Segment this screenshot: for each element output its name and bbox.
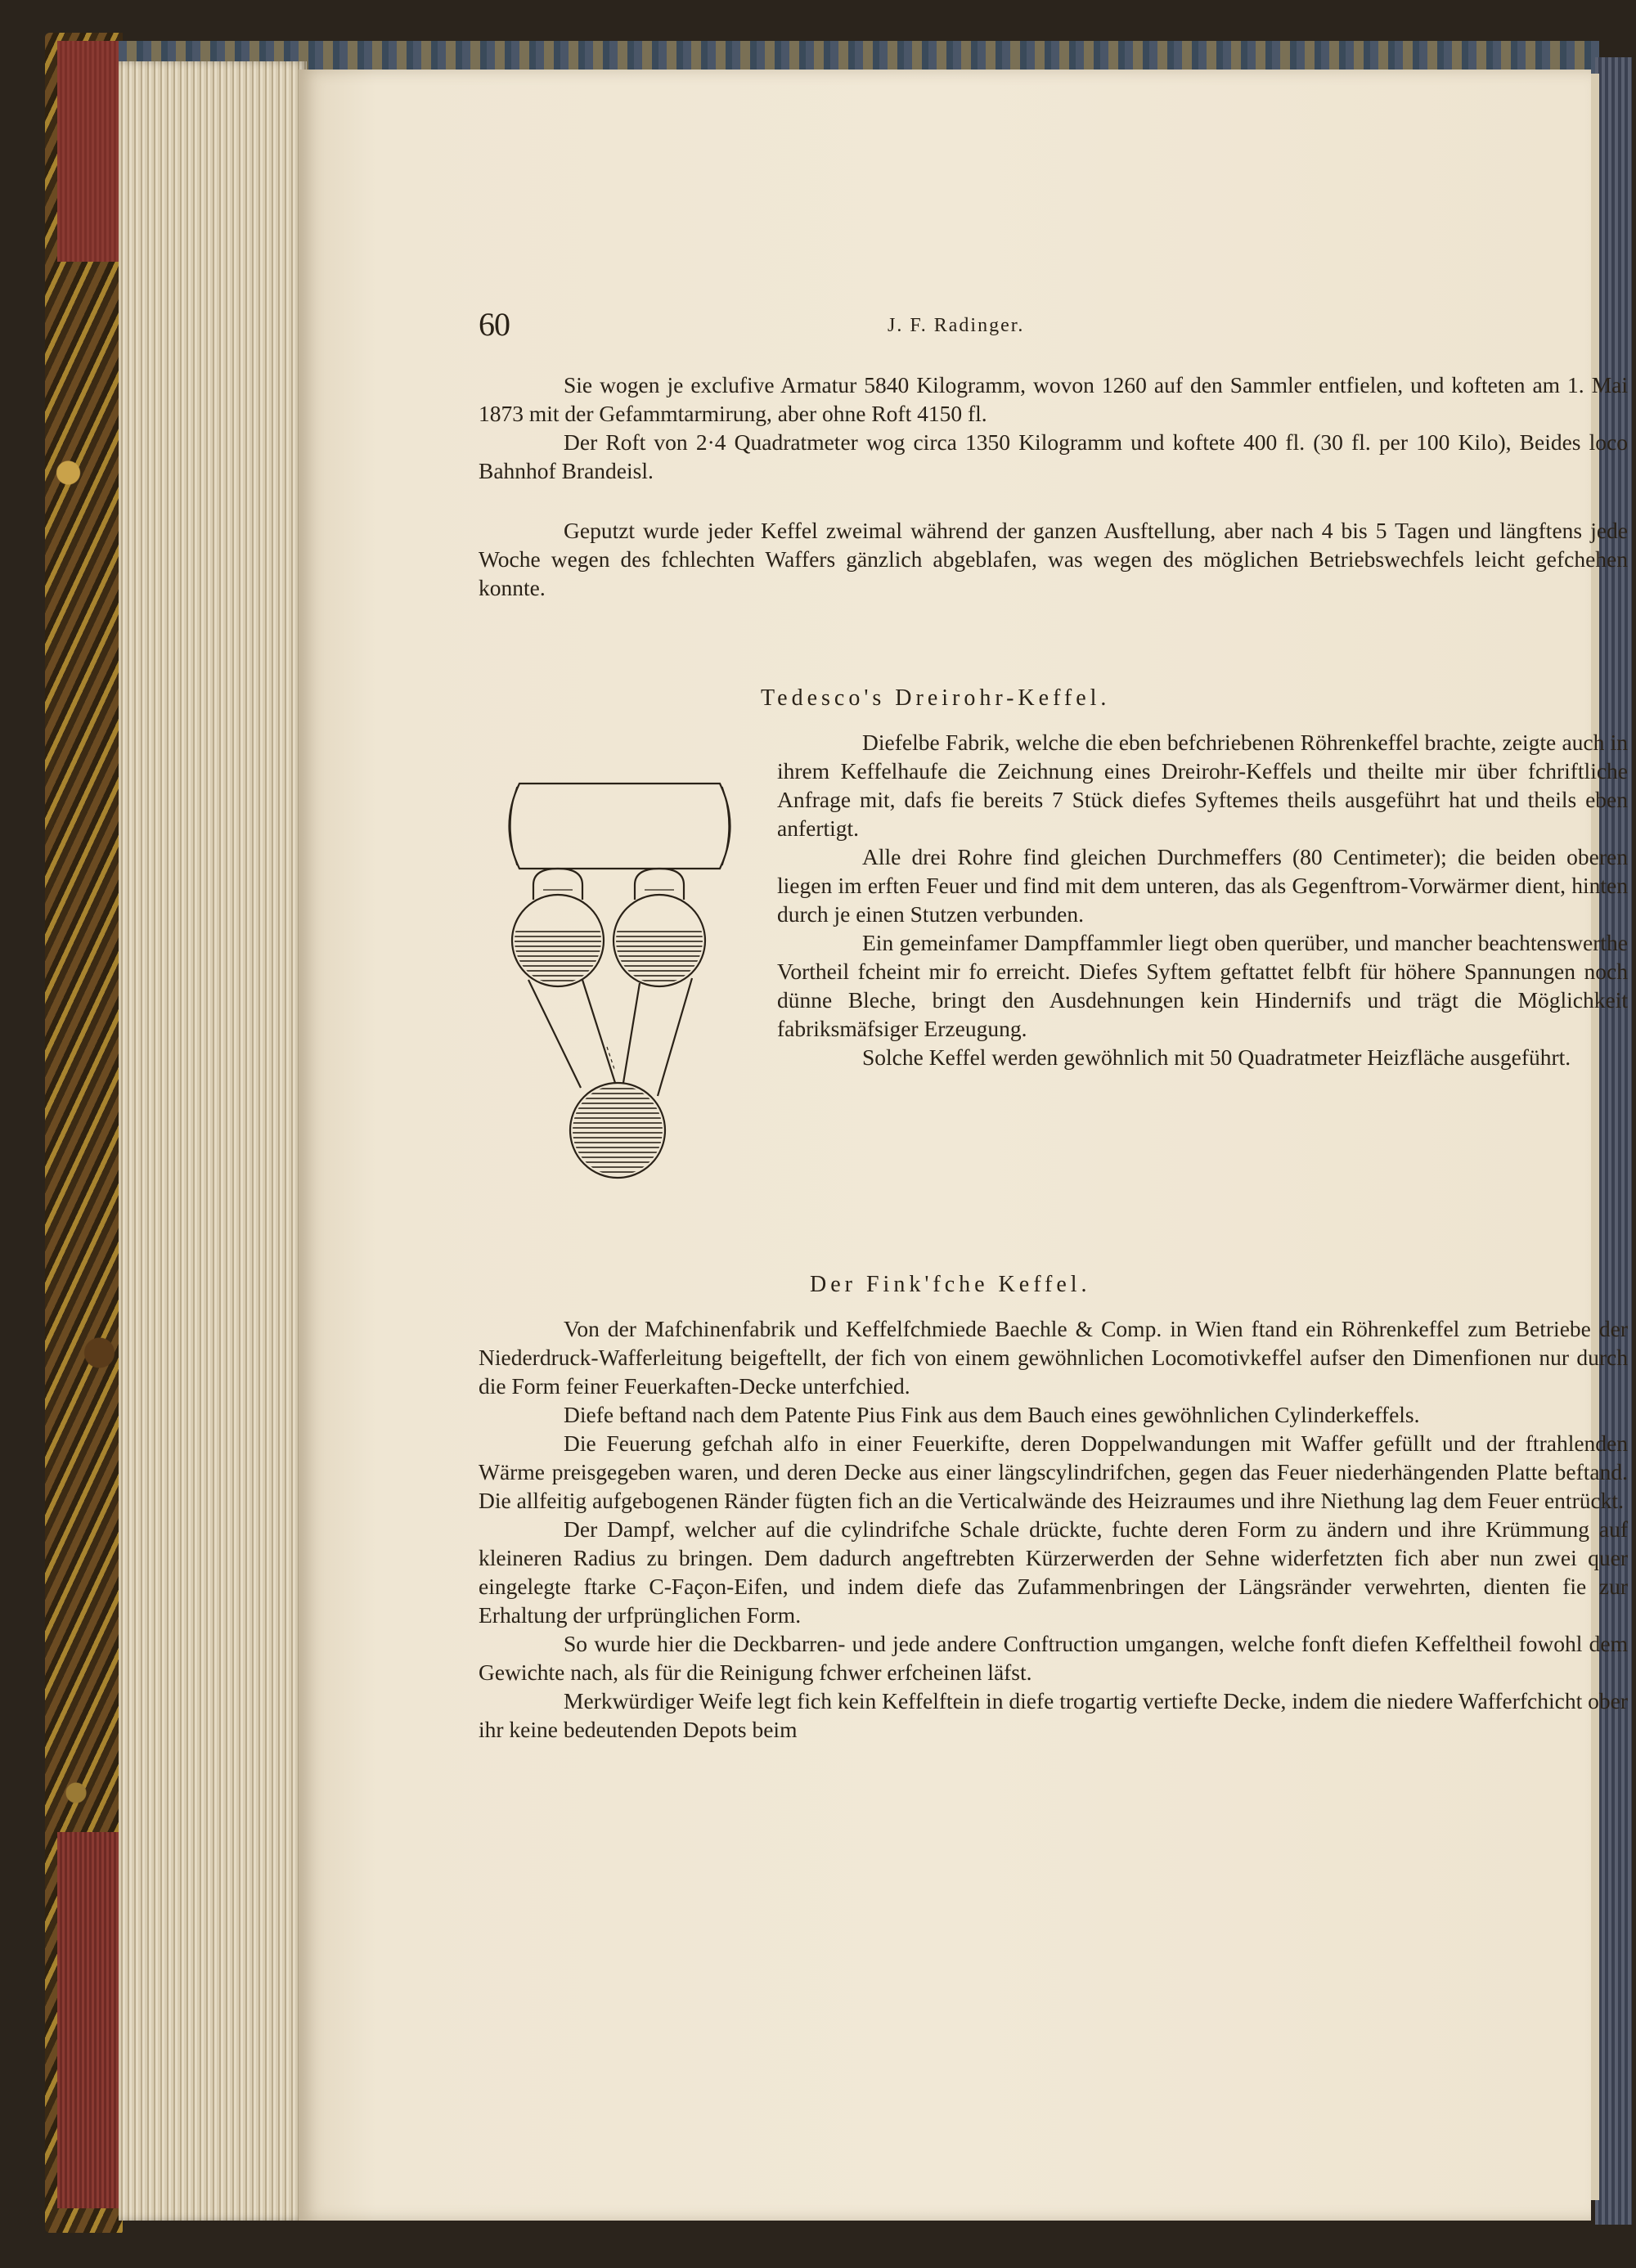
- paragraph: Der Roft von 2·4 Quadratmeter wog circa 1350 Kilogramm und koftete 400 fl. (30 fl. per 100 Kilo), Beides loco Bahnhof Brandeisl.: [479, 429, 1628, 483]
- paragraph: Ein gemeinfamer Dampffammler liegt oben querüber, und mancher beachtenswerthe Vortheil fcheint mir fo erreicht. Diefes Syftem geftattet felbft für höhere Spannungen noch dünne Bleche, bringt den Ausdehnungen kein Hindernifs und trägt die Möglichkeit fabriksmäfsiger Erzeugung.: [777, 930, 1628, 1041]
- paragraph: Diefelbe Fabrik, welche die eben befchriebenen Röhrenkeffel brachte, zeigte auch in ihrem Keffelhaufe die Zeichnung eines Dreirohr-Keffels und theilte mir über fchriftliche Anfrage mit, dafs fie bereits 7 Stück diefes Syftemes theils ausgeführt hat und theils eben anfertigt.: [777, 730, 1628, 841]
- three-tube-boiler-figure: [499, 777, 757, 1231]
- tedesco-text: [777, 728, 1628, 1071]
- paragraph: So wurde hier die Deckbarren- und jede andere Conftruction umgangen, welche fonft diefen Keffeltheil fowohl dem Gewichte nach, als für die Reinigung fchwer erfcheinen läfst.: [479, 1631, 1628, 1685]
- paragraph: Sie wogen je exclufive Armatur 5840 Kilogramm, wovon 1260 auf den Sammler entfielen, und kofteten am 1. Mai 1873 mit der Gefammtarmirung, aber ohne Roft 4150 fl.: [479, 372, 1628, 426]
- paragraph: Geputzt wurde jeder Keffel zweimal während der ganzen Ausftellung, aber nach 4 bis 5 Tagen und längftens jede Woche wegen des fchlechten Waffers gänzlich abgeblafen, was wegen des möglichen Betriebswechfels leicht gefchehen konnte.: [479, 518, 1628, 600]
- paragraph: Solche Keffel werden gewöhnlich mit 50 Quadratmeter Heizfläche ausgeführt.: [862, 1044, 1571, 1070]
- section-heading-fink: Der Fink'fche Keffel.: [810, 1272, 1091, 1297]
- cover-leather-corner-top: [57, 41, 123, 262]
- running-head: J. F. Radinger.: [888, 315, 1025, 336]
- fink-text: [479, 1314, 1628, 1744]
- page-block-edges: [119, 61, 307, 2221]
- cover-leather-corner-bottom: [57, 1832, 123, 2208]
- paragraph: Der Dampf, welcher auf die cylindrifche Schale drückte, fuchte deren Form zu ändern und ihre Krümmung auf kleineren Radius zu bringen. Dem dadurch angeftrebten Kürzerwerden der Sehne widerfetzten fich aber nun zwei quer eingelegte ftarke C-Façon-Eifen, und indem diefe das Zufammenbringen der Längsränder verwehrten, dienten fie zur Erhaltung der urfprünglichen Form.: [479, 1516, 1628, 1628]
- paragraph: Diefe beftand nach dem Patente Pius Fink aus dem Bauch eines gewöhnlichen Cylinderkeffels.: [564, 1402, 1420, 1427]
- paragraph: Alle drei Rohre find gleichen Durchmeffers (80 Centimeter); die beiden oberen liegen im erften Feuer und find mit dem unteren, das als Gegenftrom-Vorwärmer dient, hinten durch je einen Stutzen verbunden.: [777, 844, 1628, 927]
- page-header: [479, 305, 1624, 354]
- paragraph: Die Feuerung gefchah alfo in einer Feuerkifte, deren Doppelwandungen mit Waffer gefüllt und der ftrahlenden Wärme preisgegeben waren, und deren Decke aus einer längscylindrifchen, gegen das Feuer niederhängenden Platte beftand. Die allfeitig aufgebogenen Ränder fügten fich an die Verticalwände des Heizraumes und ihre Niethung lag dem Feuer entrückt.: [479, 1430, 1628, 1513]
- paragraph: Merkwürdiger Weife legt fich kein Keffelftein in diefe trogartig vertiefte Decke, indem die niedere Wafferfchicht ober ihr keine bedeutenden Depots beim: [479, 1688, 1628, 1742]
- book-top-edge: [119, 41, 1599, 74]
- intro-text: [479, 371, 1628, 602]
- page-number: 60: [479, 306, 510, 343]
- section-heading-tedesco: Tedesco's Dreirohr-Keffel.: [761, 685, 1111, 711]
- book-page: [299, 70, 1628, 2221]
- paragraph: Von der Mafchinenfabrik und Keffelfchmiede Baechle & Comp. in Wien ftand ein Röhrenkeffel zum Betriebe der Niederdruck-Wafferleitung beigeftellt, der fich von einem gewöhnlichen Locomotivkeffel aufser den Dimenfionen nur durch die Form feiner Feuerkaften-Decke unterfchied.: [479, 1316, 1628, 1399]
